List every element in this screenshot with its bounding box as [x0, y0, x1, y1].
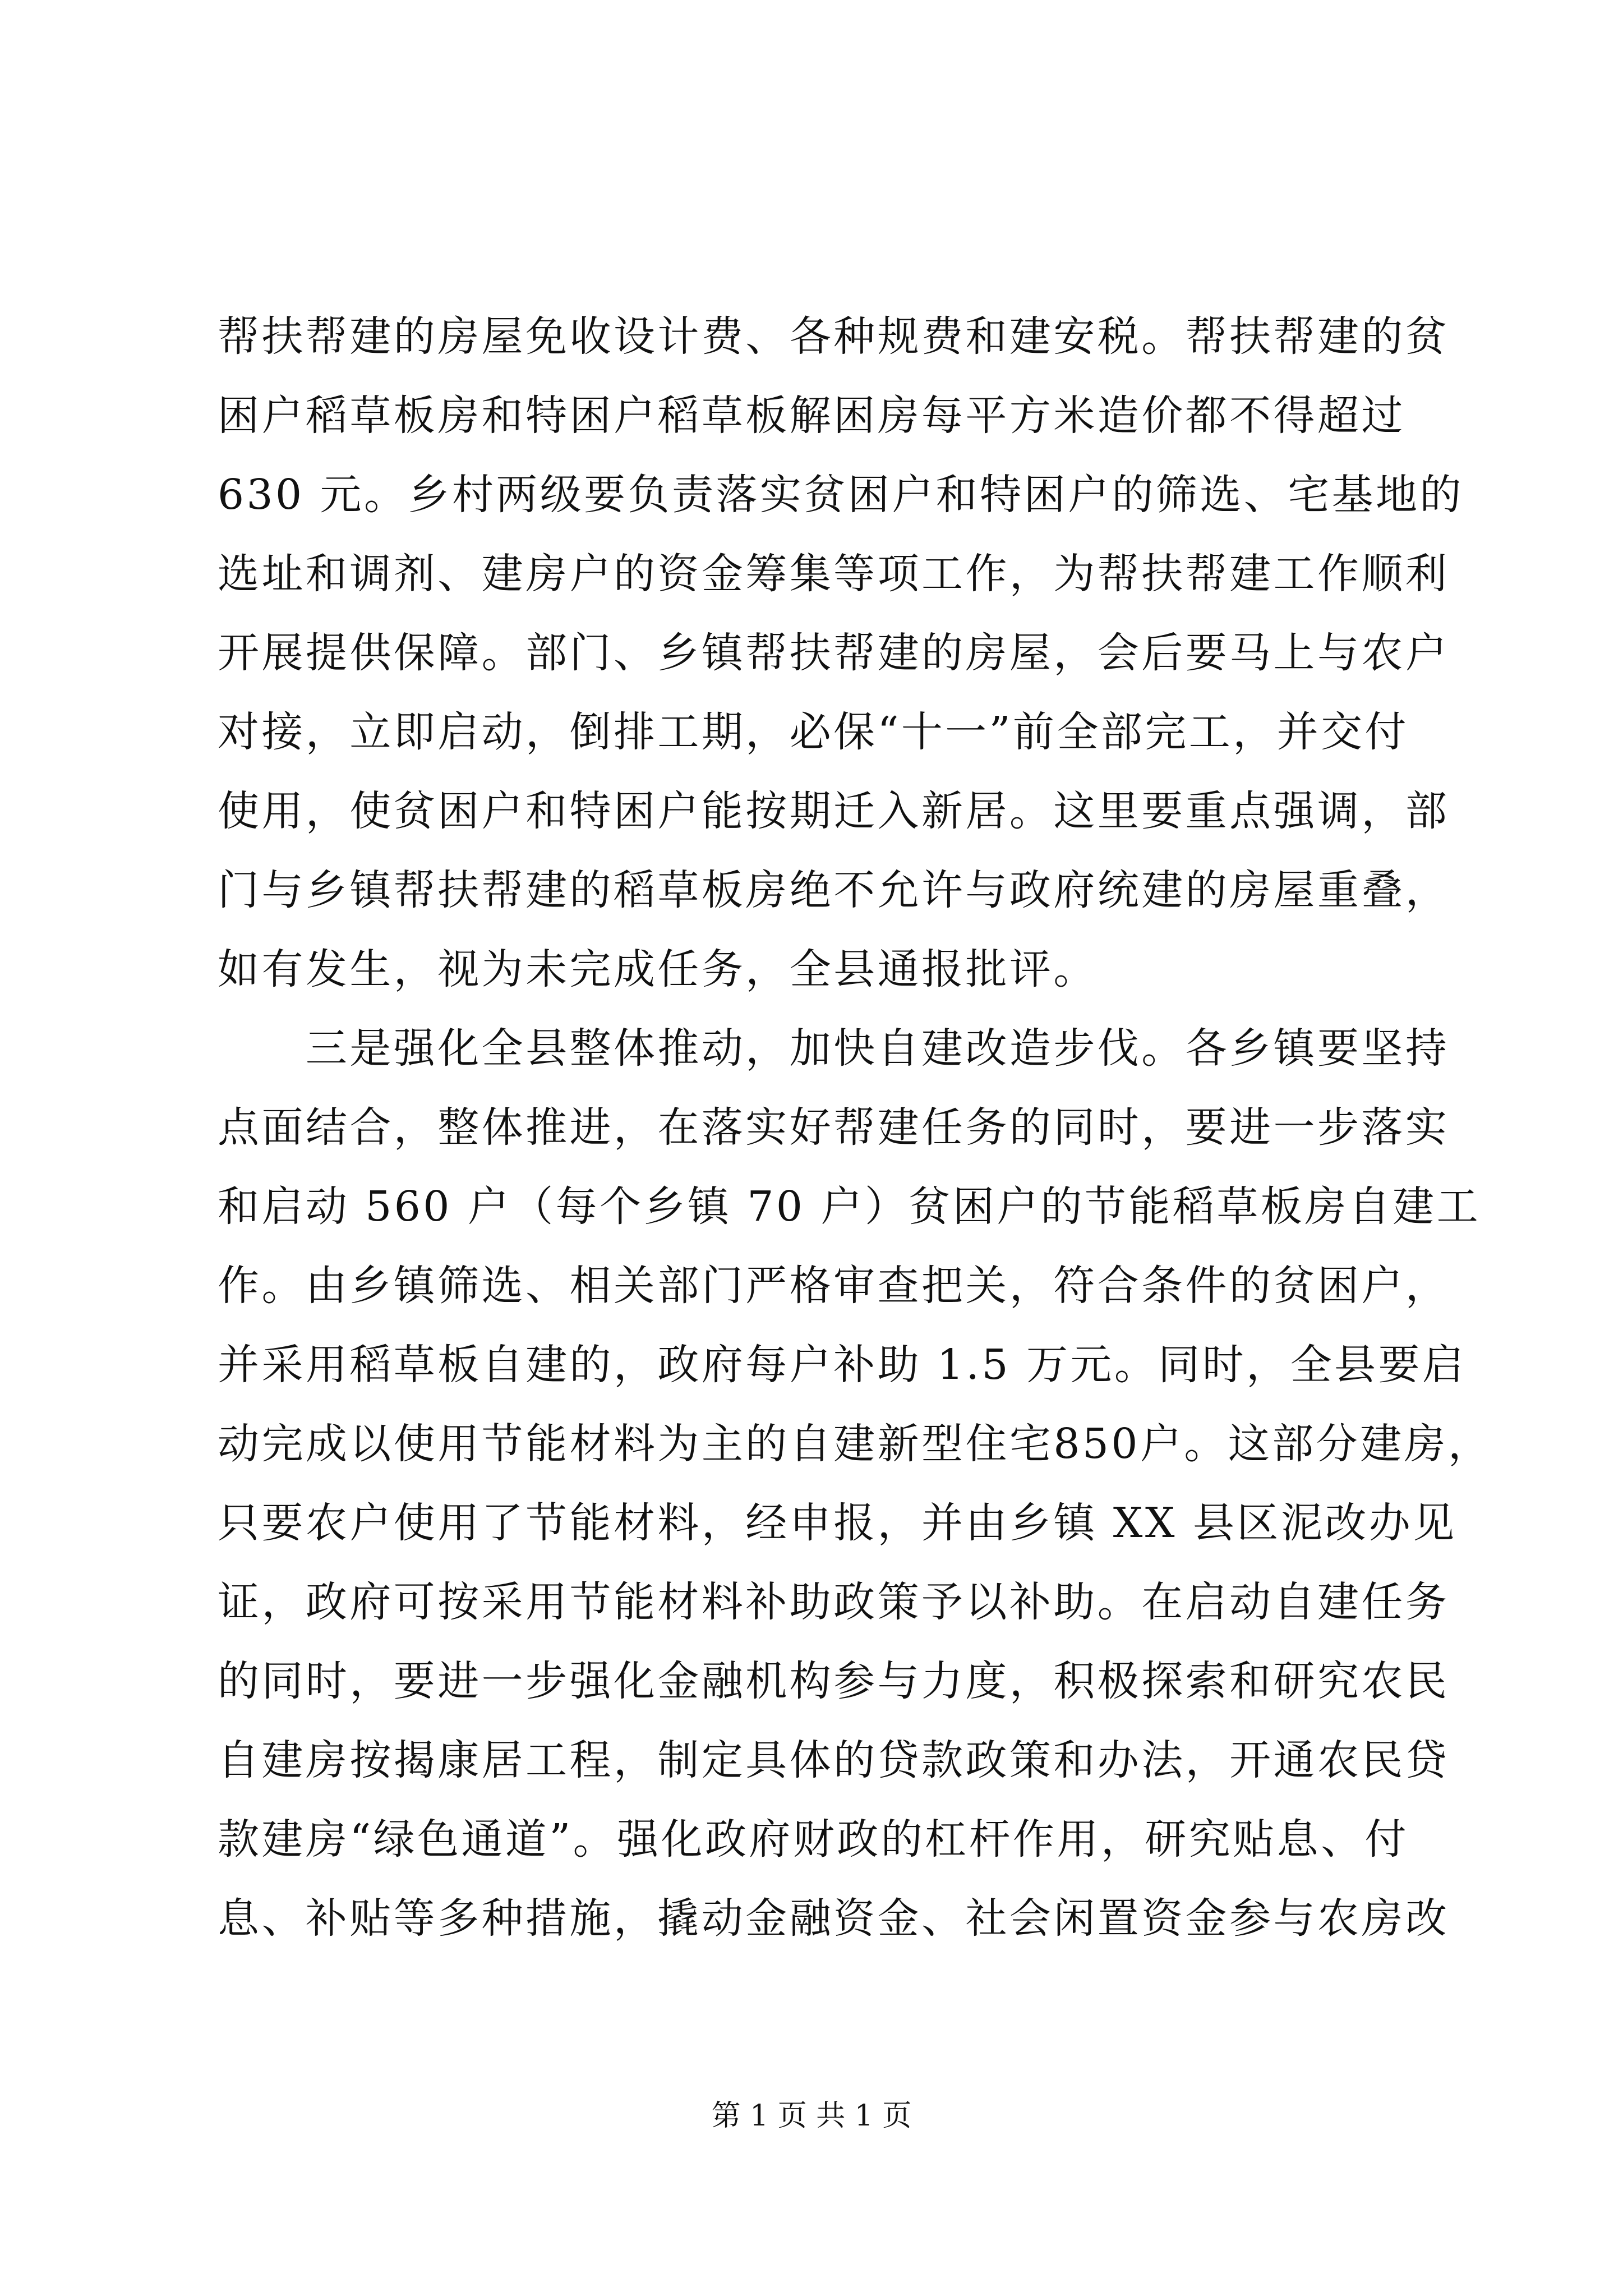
text-line: 动完成以使用节能材料为主的自建新型住宅850户。这部分建房， [218, 1420, 1492, 1468]
text-line: 选址和调剂、建房户的资金筹集等项工作，为帮扶帮建工作顺利 [218, 550, 1450, 598]
text-line: 息、补贴等多种措施，撬动金融资金、社会闲置资金参与农房改 [218, 1894, 1450, 1943]
text-line: 并采用稻草板自建的，政府每户补助 1.5 万元。同时，全县要启 [218, 1341, 1467, 1389]
text-line: 点面结合，整体推进，在落实好帮建任务的同时，要进一步落实 [218, 1103, 1450, 1152]
text-line: 对接，立即启动，倒排工期，必保“十一”前全部完工，并交付 [218, 708, 1409, 756]
text-line: 三是强化全县整体推动，加快自建改造步伐。各乡镇要坚持 [218, 1024, 1450, 1073]
text-line: 630 元。乡村两级要负责落实贫困户和特困户的筛选、宅基地的 [218, 471, 1464, 519]
text-line: 作。由乡镇筛选、相关部门严格审查把关，符合条件的贫困户， [218, 1262, 1450, 1310]
text-line: 和启动 560 户（每个乡镇 70 户）贫困户的节能稻草板房自建工 [218, 1182, 1481, 1231]
page-number-footer: 第 1 页 共 1 页 [711, 2099, 912, 2133]
text-line: 门与乡镇帮扶帮建的稻草板房绝不允许与政府统建的房屋重叠， [218, 866, 1450, 914]
text-line: 如有发生，视为未完成任务，全县通报批评。 [218, 945, 1098, 993]
paragraph-1 [218, 297, 1464, 1009]
text-line: 的同时，要进一步强化金融机构参与力度，积极探索和研究农民 [218, 1657, 1450, 1705]
document-body [218, 297, 1492, 1958]
text-line: 证，政府可按采用节能材料补助政策予以补助。在启动自建任务 [218, 1578, 1450, 1626]
text-line: 自建房按揭康居工程，制定具体的贷款政策和办法，开通农民贷 [218, 1736, 1450, 1784]
text-line: 只要农户使用了节能材料，经申报，并由乡镇 XX 县区泥改办见 [218, 1499, 1457, 1547]
paragraph-2 [218, 1009, 1492, 1958]
text-line: 款建房“绿色通道”。强化政府财政的杠杆作用，研究贴息、付 [218, 1815, 1409, 1864]
text-line: 使用，使贫困户和特困户能按期迁入新居。这里要重点强调，部 [218, 787, 1450, 835]
text-line: 困户稻草板房和特困户稻草板解困房每平方米造价都不得超过 [218, 392, 1405, 440]
text-line: 开展提供保障。部门、乡镇帮扶帮建的房屋，会后要马上与农户 [218, 629, 1450, 677]
text-line: 帮扶帮建的房屋免收设计费、各种规费和建安税。帮扶帮建的贫 [218, 312, 1450, 361]
